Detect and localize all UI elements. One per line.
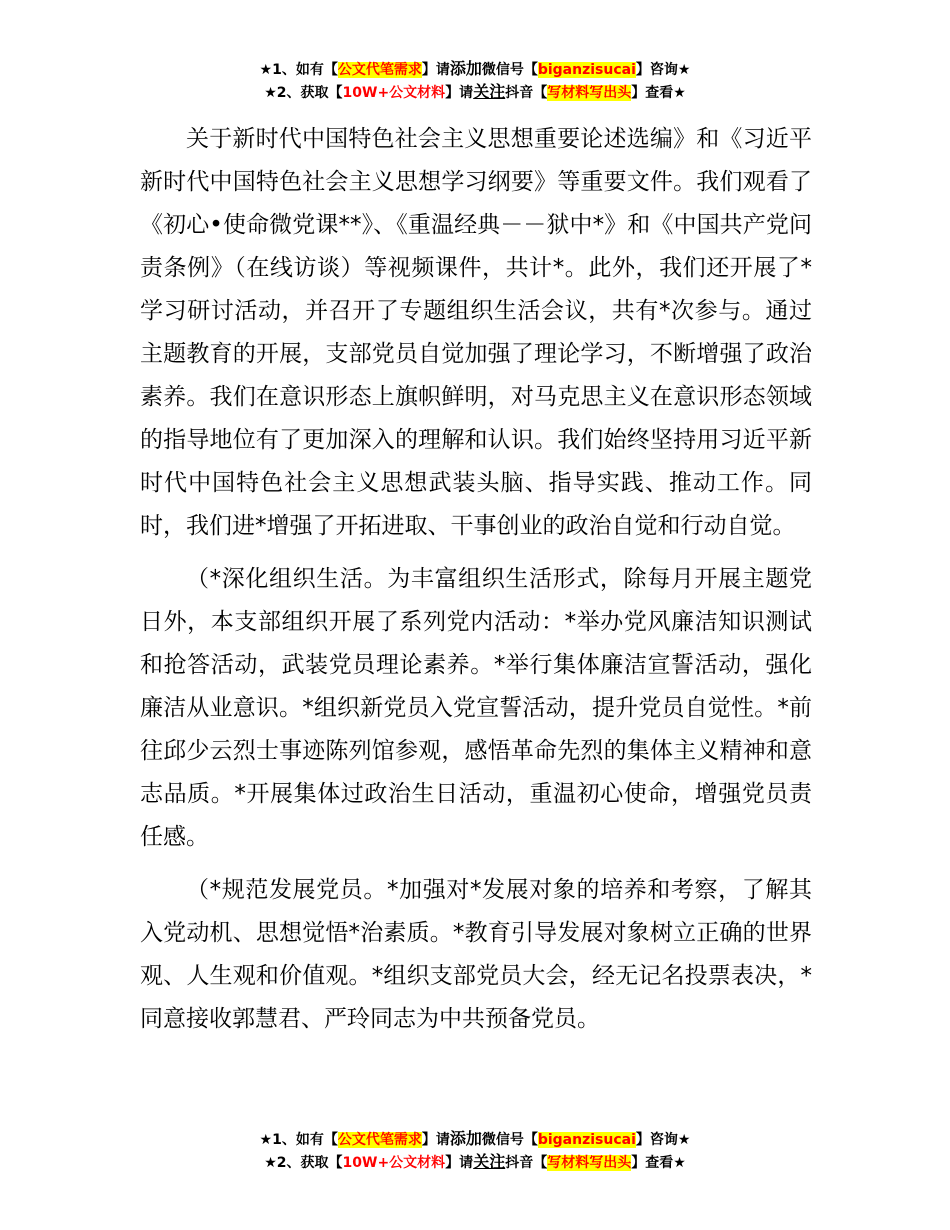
banner-line-2 <box>0 81 950 104</box>
banner-text: ★1、如有【 <box>259 1132 338 1148</box>
banner-text: 微信号【 <box>481 62 538 78</box>
banner-line-1 <box>0 1128 950 1151</box>
banner-emphasis: 添加 <box>449 59 482 78</box>
banner-text: 】咨询★ <box>635 62 691 78</box>
banner-highlight: 10W+公文材料 <box>342 85 446 101</box>
banner-emphasis: 添加 <box>449 1129 482 1148</box>
banner-text: 】请 <box>421 62 450 78</box>
document-body <box>140 118 812 1051</box>
banner-text: 】请 <box>445 1155 474 1171</box>
banner-text: 微信号【 <box>481 1132 538 1148</box>
paragraph-study: 关于新时代中国特色社会主义思想重要论述选编》和《习近平新时代中国特色社会主义思想学习纲要》等重要文件。我们观看了《初心•使命微党课**》、《重温经典－－狱中*》和《中国共产党问责条例》（在线访谈）等视频课件，共计*。此外，我们还开展了*学习研讨活动，并召开了专题组织生活会议，共有*次参与。通过主题教育的开展，支部党员自觉加强了理论学习，不断增强了政治素养。我们在意识形态上旗帜鲜明，对马克思主义在意识形态领域的指导地位有了更加深入的理解和认识。我们始终坚持用习近平新时代中国特色社会主义思想武装头脑、指导实践、推动工作。同时，我们进*增强了开拓进取、干事创业的政治自觉和行动自觉。 <box>140 126 812 539</box>
banner-line-2 <box>0 1151 950 1174</box>
banner-text: 】请 <box>445 85 474 101</box>
banner-highlight: 公文代笔需求 <box>337 62 422 78</box>
banner-emphasis: 关注 <box>473 1152 506 1171</box>
banner-text: 抖音【 <box>505 1155 548 1171</box>
paragraph-organization-life: （*深化组织生活。为丰富组织生活形式，除每月开展主题党日外，本支部组织开展了系列党内活动：*举办党风廉洁知识测试和抢答活动，武装党员理论素养。*举行集体廉洁宣誓活动，强化廉洁从业意识。*组织新党员入党宣誓活动，提升党员自觉性。*前往邱少云烈士事迹陈列馆参观，感悟革命先烈的集体主义精神和意志品质。*开展集体过政治生日活动，重温初心使命，增强党员责任感。 <box>140 566 812 850</box>
footer-banner <box>0 1128 950 1174</box>
banner-text: 抖音【 <box>505 85 548 101</box>
banner-wechat-id: biganzisucai <box>537 62 636 78</box>
banner-line-1 <box>0 58 950 81</box>
banner-douyin-id: 写材料写出头 <box>547 1155 632 1171</box>
banner-highlight: 10W+公文材料 <box>342 1155 446 1171</box>
paragraph-member-development: （*规范发展党员。*加强对*发展对象的培养和考察，了解其入党动机、思想觉悟*治素质。*教育引导发展对象树立正确的世界观、人生观和价值观。*组织支部党员大会，经无记名投票表决，*同意接收郭慧君、严玲同志为中共预备党员。 <box>140 877 812 1032</box>
banner-text: ★2、获取【 <box>264 85 343 101</box>
banner-douyin-id: 写材料写出头 <box>547 85 632 101</box>
header-banner <box>0 58 950 104</box>
banner-text: 】查看★ <box>631 1155 686 1171</box>
banner-text: 】查看★ <box>631 85 686 101</box>
banner-text: 】请 <box>421 1132 450 1148</box>
banner-text: 】咨询★ <box>635 1132 691 1148</box>
banner-text: ★2、获取【 <box>264 1155 343 1171</box>
banner-emphasis: 关注 <box>473 82 506 101</box>
banner-text: ★1、如有【 <box>259 62 338 78</box>
banner-highlight: 公文代笔需求 <box>337 1132 422 1148</box>
banner-wechat-id: biganzisucai <box>537 1132 636 1148</box>
